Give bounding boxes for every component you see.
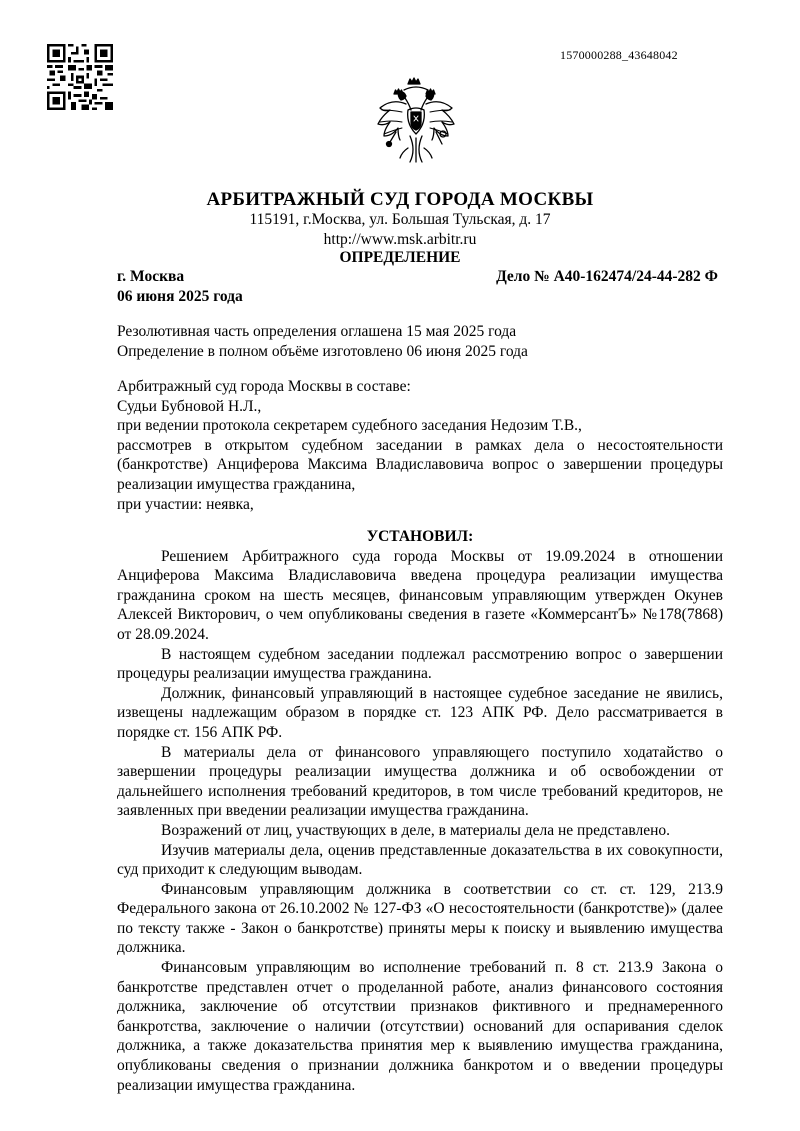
composition-line: Судьи Бубновой Н.Л., xyxy=(117,397,262,415)
announcement-block xyxy=(117,322,723,361)
paragraph: Изучив материалы дела, оценив представленные доказательства в их совокупности, суд приходит к следующим выводам. xyxy=(117,841,723,879)
composition-line: при участии: неявка, xyxy=(117,495,254,513)
city: г. Москва xyxy=(117,268,185,285)
announcement-line: Определение в полном объёме изготовлено 06 июня 2025 года xyxy=(117,342,528,360)
paragraph: Должник, финансовый управляющий в настоящее судебное заседание не явились, извещены надлежащим образом в порядке ст. 123 АПК РФ. Дело рассматривается в порядке ст. 156 АПК РФ. xyxy=(117,684,723,741)
composition-line: при ведении протокола секретарем судебного заседания Недозим Т.В., xyxy=(117,417,582,435)
ruling-body xyxy=(117,527,723,1095)
document-type: ОПРЕДЕЛЕНИЕ xyxy=(339,249,461,266)
composition-line: Арбитражный суд города Москвы в составе: xyxy=(117,378,411,395)
paragraph: Решением Арбитражного суда города Москвы от 19.09.2024 в отношении Анциферова Максима Владиславовича введена процедура реализации имущества гражданина сроком на шесть месяцев, финансовым управляющим утвержден Окунев Алексей Викторович, о чем опубликованы сведения в газете «КоммерсантЪ» №178(7868) от 28.09.2024. xyxy=(117,547,723,643)
qr-code xyxy=(47,44,113,110)
court-name: АРБИТРАЖНЫЙ СУД ГОРОДА МОСКВЫ xyxy=(206,189,594,210)
composition-line: рассмотрев в открытом судебном заседании в рамках дела о несостоятельности (банкротстве) Анциферова Максима Владиславовича вопрос о завершении процедуры реализации имущества гражданина, xyxy=(117,436,723,493)
coat-of-arms-emblem xyxy=(370,74,462,170)
section-heading: УСТАНОВИЛ: xyxy=(366,528,474,545)
paragraph: Финансовым управляющим должника в соответствии со ст. ст. 129, 213.9 Федерального закона от 26.10.2002 № 127-ФЗ «О несостоятельности (банкротстве)» (далее по тексту также - Закон о банкротстве) приняты меры к поиску и выявлению имущества должника. xyxy=(117,880,723,957)
document-id: 1570000288_43648042 xyxy=(560,48,678,62)
paragraph: В настоящем судебном заседании подлежал рассмотрению вопрос о завершении процедуры реализации имущества гражданина. xyxy=(117,645,723,683)
case-number: Дело № А40-162474/24-44-282 Ф xyxy=(496,268,718,285)
announcement-line: Резолютивная часть определения оглашена 15 мая 2025 года xyxy=(117,323,517,340)
court-composition xyxy=(117,377,723,514)
paragraph: Финансовым управляющим во исполнение требований п. 8 ст. 213.9 Закона о банкротстве представлен отчет о проделанной работе, анализ финансового состояния должника, заключение об отсутствии признаков фиктивного и преднамеренного банкротства, заключение о наличии (отсутствии) оснований для оспаривания сделок должника, а также доказательства принятия мер к выявлению имущества гражданина, опубликованы сведения о признании должника банкротом и о введении процедуры реализации имущества гражданина. xyxy=(117,959,723,1094)
document-date: 06 июня 2025 года xyxy=(117,288,243,305)
paragraph: Возражений от лиц, участвующих в деле, в материалы дела не представлено. xyxy=(161,821,671,839)
paragraph: В материалы дела от финансового управляющего поступило ходатайство о завершении процедуры реализации имущества должника и об освобождении от дальнейшего исполнения требований кредиторов, в том числе требований кредиторов, не заявленных при введении реализации имущества гражданина. xyxy=(117,743,723,820)
court-website: http://www.msk.arbitr.ru xyxy=(323,231,477,248)
court-address: 115191, г.Москва, ул. Большая Тульская, д. 17 xyxy=(249,211,551,228)
